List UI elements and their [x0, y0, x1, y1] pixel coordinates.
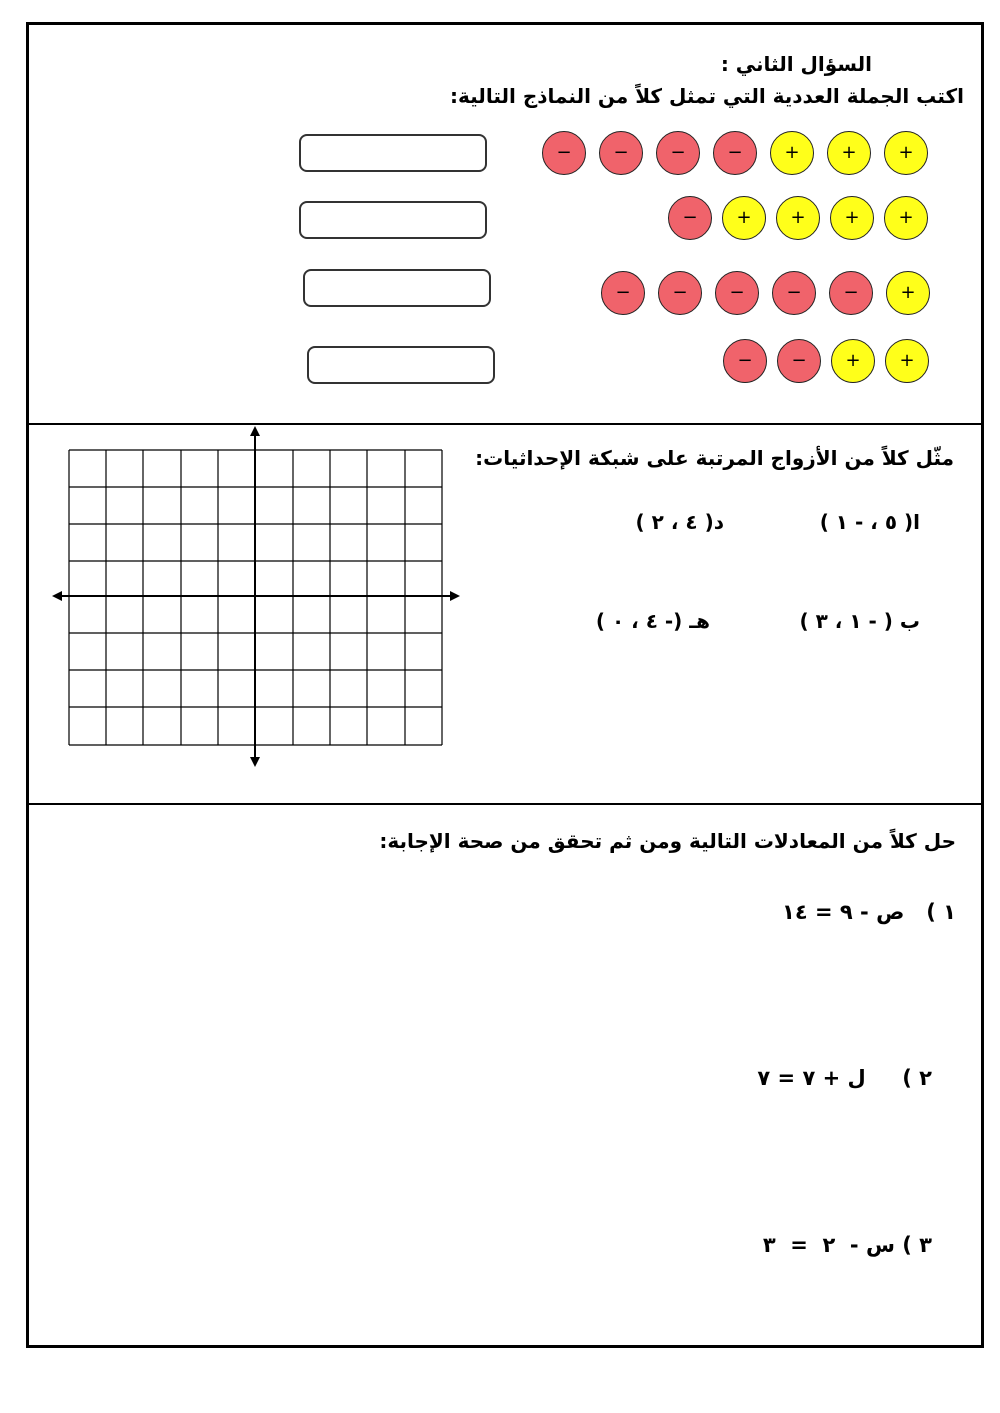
answer-box-2[interactable]	[299, 201, 487, 239]
negative-counter-row3-4: −	[658, 271, 702, 315]
positive-counter-row2-2: +	[830, 196, 874, 240]
negative-counter-row3-5: −	[601, 271, 645, 315]
negative-counter-row3-1: −	[829, 271, 873, 315]
positive-counter-row4-2: +	[831, 339, 875, 383]
section2-instruction: مثّل كلاً من الأزواج المرتبة على شبكة الإحداثيات:	[475, 446, 954, 470]
equation-1: ١ ) ص - ٩ = ١٤	[782, 900, 956, 924]
positive-counter-row2-4: +	[722, 196, 766, 240]
positive-counter-row3-1: +	[886, 271, 930, 315]
negative-counter-row1-2: −	[656, 131, 700, 175]
positive-counter-row1-3: +	[770, 131, 814, 175]
pair-b: ب ( - ١ ، ٣ )	[799, 609, 920, 633]
positive-counter-row1-2: +	[827, 131, 871, 175]
negative-counter-row1-3: −	[599, 131, 643, 175]
y-axis-down-arrow-icon	[250, 757, 260, 767]
negative-counter-row4-2: −	[723, 339, 767, 383]
answer-box-3[interactable]	[303, 269, 491, 307]
negative-counter-row1-4: −	[542, 131, 586, 175]
equation-3: ٣ ) س - ٢ = ٣	[762, 1233, 932, 1257]
pair-a: ا( ٥ ، - ١ )	[819, 510, 920, 534]
positive-counter-row1-1: +	[884, 131, 928, 175]
negative-counter-row1-1: −	[713, 131, 757, 175]
positive-counter-row2-3: +	[776, 196, 820, 240]
positive-counter-row4-1: +	[885, 339, 929, 383]
negative-counter-row3-2: −	[772, 271, 816, 315]
negative-counter-row3-3: −	[715, 271, 759, 315]
section1-instruction: اكتب الجملة العددية التي تمثل كلاً من النماذج التالية:	[450, 84, 964, 108]
negative-counter-row4-1: −	[777, 339, 821, 383]
section-divider-2	[26, 803, 984, 805]
answer-box-1[interactable]	[299, 134, 487, 172]
x-axis-right-arrow-icon	[450, 591, 460, 601]
pair-d: د( ٤ ، ٢ )	[635, 510, 724, 534]
question-title: السؤال الثاني :	[720, 52, 872, 76]
coordinate-grid[interactable]	[50, 425, 464, 770]
y-axis-up-arrow-icon	[250, 426, 260, 436]
answer-box-4[interactable]	[307, 346, 495, 384]
negative-counter-row2-1: −	[668, 196, 712, 240]
pair-h: هـ (- ٤ ، ٠ )	[595, 609, 710, 633]
x-axis-left-arrow-icon	[52, 591, 62, 601]
section3-instruction: حل كلاً من المعادلات التالية ومن ثم تحقق من صحة الإجابة:	[379, 829, 956, 853]
positive-counter-row2-1: +	[884, 196, 928, 240]
equation-2: ٢ ) ل + ٧ = ٧	[757, 1066, 932, 1090]
